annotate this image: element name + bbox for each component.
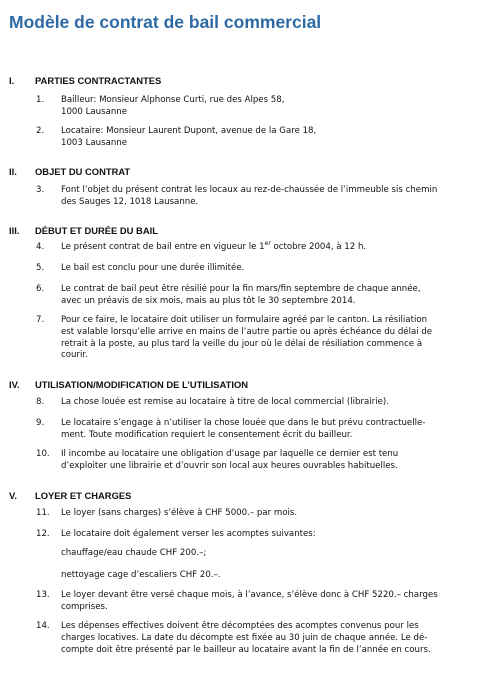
clause-text — [61, 315, 471, 362]
clause-line: Bailleur: Monsieur Alphonse Curti, rue des Alpes 58, — [61, 95, 285, 105]
clause-line: Le locataire s’engage à n’utiliser la chose louée que dans le but prévu contractuelle- — [61, 418, 426, 428]
section-label: LOYER ET CHARGES — [35, 490, 132, 501]
clause-text — [61, 529, 471, 541]
clause-line — [61, 242, 471, 254]
clause-line: Les dépenses effectives doivent être décomptées des acomptes convenus pour les — [61, 621, 419, 631]
clause-line: 1000 Lausanne — [61, 106, 128, 117]
clause-text — [61, 508, 471, 520]
section-label: OBJET DU CONTRAT — [35, 166, 131, 177]
clause-text — [61, 449, 471, 473]
section-number: V. — [9, 490, 17, 501]
clause-line: Locataire: Monsieur Laurent Dupont, avenue de la Gare 18, — [61, 126, 317, 136]
clause-line: Il incombe au locataire une obligation d’usage par laquelle ce dernier est tenu — [61, 449, 399, 459]
clause-number: 7. — [36, 315, 45, 325]
clause-number: 2. — [36, 126, 45, 136]
clause-number: 14. — [36, 621, 50, 631]
clause-number: 6. — [36, 284, 45, 294]
clause-text — [61, 397, 471, 409]
clause-text — [61, 621, 471, 656]
clause-text — [61, 590, 471, 614]
clause-line: Le loyer (sans charges) s’élève à CHF 5000.– par mois. — [61, 508, 298, 518]
section-label: PARTIES CONTRACTANTES — [35, 75, 162, 86]
charge-line: chauffage/eau chaude CHF 200.–; — [61, 548, 207, 558]
clause-line: des Sauges 12, 1018 Lausanne. — [61, 196, 199, 207]
clause-number: 10. — [36, 449, 50, 459]
section-number: III. — [9, 225, 20, 236]
clause-number: 8. — [36, 397, 45, 407]
clause-number: 12. — [36, 529, 50, 539]
clause-line: courir. — [61, 350, 88, 361]
clause-line: charges locatives. La date du décompte est fixée au 30 juin de chaque année. Le dé- — [61, 632, 428, 643]
clause-text — [61, 95, 471, 119]
ordinal-superscript: er — [264, 240, 271, 248]
clause-line: 1003 Lausanne — [61, 137, 128, 148]
section-number: I. — [9, 75, 15, 86]
clause-line: La chose louée est remise au locataire à titre de local commercial (librairie). — [61, 397, 389, 407]
clause-line: Le loyer devant être versé chaque mois, à l’avance, s’élève donc à CHF 5220.– charges — [61, 590, 438, 600]
section-number: IV. — [9, 379, 20, 390]
clause-text — [61, 263, 471, 275]
clause-number: 1. — [36, 95, 45, 105]
clause-text — [61, 126, 471, 150]
clause-text — [61, 284, 471, 308]
clause-line: comprises. — [61, 601, 108, 612]
clause-text — [61, 418, 471, 442]
clause-line-part: octobre 2004, à 12 h. — [273, 242, 367, 252]
clause-text — [61, 242, 471, 254]
charge-line: nettoyage cage d’escaliers CHF 20.–. — [61, 570, 221, 580]
clause-line: compte doit être présenté par le bailleur au locataire avant la fin de l’année en cours. — [61, 644, 431, 655]
clause-number: 11. — [36, 508, 50, 518]
clause-number: 5. — [36, 263, 45, 273]
clause-line: Le contrat de bail peut être résilié pour la fin mars/fin septembre de chaque année, — [61, 284, 421, 294]
clause-line: est valable lorsqu’elle arrive en mains de l’autre partie ou après échéance du délai de — [61, 326, 433, 337]
clause-number: 13. — [36, 590, 50, 600]
section-label: DÉBUT ET DURÉE DU BAIL — [35, 225, 158, 236]
section-label: UTILISATION/MODIFICATION DE L’UTILISATION — [35, 379, 249, 390]
clause-number: 3. — [36, 185, 45, 195]
section-number: II. — [9, 166, 17, 177]
document-title: Modèle de contrat de bail commercial — [9, 12, 322, 32]
clause-text — [61, 185, 471, 209]
clause-line: avec un préavis de six mois, mais au plus tôt le 30 septembre 2014. — [61, 295, 356, 306]
clause-line: Font l’objet du présent contrat les locaux au rez-de-chaussée de l’immeuble sis chemin — [61, 185, 438, 195]
clause-line: Le locataire doit également verser les acomptes suivantes: — [61, 529, 316, 539]
clause-line: Pour ce faire, le locataire doit utiliser un formulaire agréé par le canton. La résiliation — [61, 315, 428, 325]
clause-line: ment. Toute modification requiert le consentement écrit du bailleur. — [61, 429, 353, 440]
clause-line-part: Le présent contrat de bail entre en vigueur le 1 — [61, 242, 265, 252]
clause-number: 9. — [36, 418, 45, 428]
clause-line: retrait à la poste, au plus tard la veille du jour où le délai de résiliation commence à — [61, 338, 423, 349]
clause-number: 4. — [36, 242, 45, 252]
clause-line: d’exploiter une librairie et d’ouvrir son local aux heures ouvrables habituelles. — [61, 460, 398, 471]
clause-line: Le bail est conclu pour une durée illimitée. — [61, 263, 245, 273]
